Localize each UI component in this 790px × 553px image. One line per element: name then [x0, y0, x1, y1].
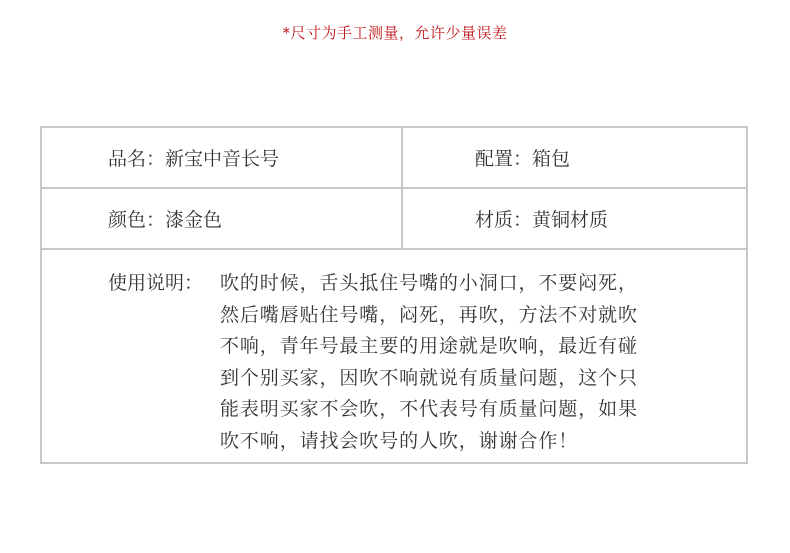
usage-line: 不响，青年号最主要的用途就是吹响，最近有碰 [220, 335, 638, 357]
table-row [42, 189, 746, 250]
usage-instructions [220, 268, 638, 457]
usage-line: 然后嘴唇贴住号嘴，闷死，再吹，方法不对就吹 [220, 303, 638, 326]
usage-row [42, 250, 746, 462]
measurement-note: *尺寸为手工测量，允许少量误差 [282, 24, 508, 42]
usage-line: 到个别买家，因吹不响就说有质量问题，这个只 [220, 366, 638, 389]
table-row [42, 128, 746, 189]
configuration-cell: 配置：箱包 [475, 148, 571, 170]
column-divider [401, 128, 403, 248]
spec-table [40, 126, 748, 464]
color-cell: 颜色：漆金色 [108, 209, 223, 231]
usage-line: 吹不响，请找会吹号的人吹，谢谢合作！ [220, 429, 579, 452]
usage-label: 使用说明： [108, 272, 204, 294]
material-cell: 材质：黄铜材质 [475, 209, 609, 231]
usage-line: 能表明买家不会吹，不代表号有质量问题，如果 [220, 398, 638, 420]
usage-line: 吹的时候，舌头抵住号嘴的小洞口，不要闷死， [220, 272, 638, 294]
product-name-cell: 品名：新宝中音长号 [108, 148, 280, 170]
